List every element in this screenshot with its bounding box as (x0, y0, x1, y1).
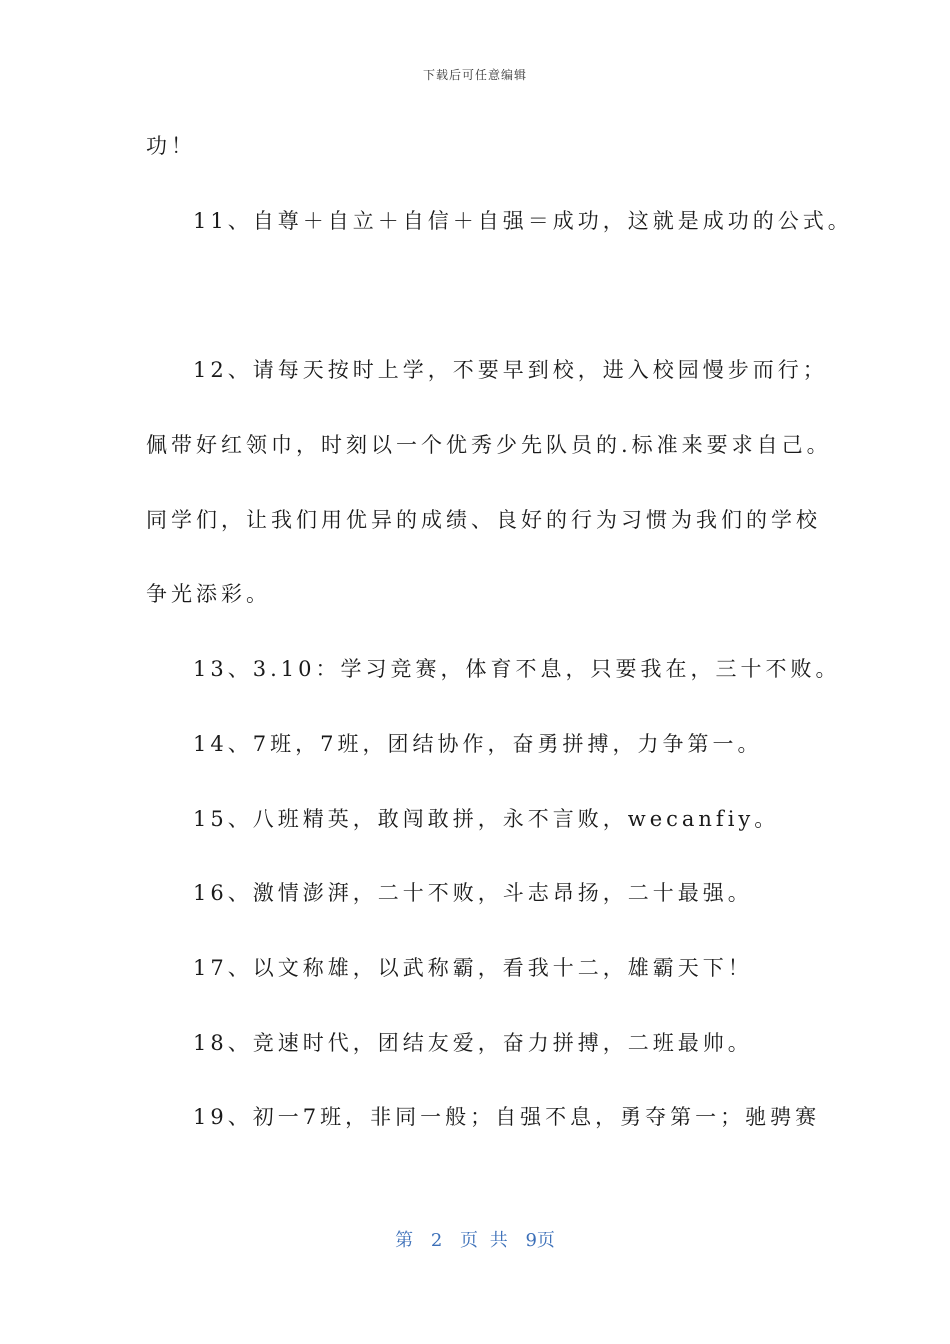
footer-middle: 页 共 (460, 1230, 508, 1251)
text-line: 19、初一7班，非同一般；自强不息，勇夺第一；驰骋赛 (193, 1105, 821, 1129)
footer-prefix: 第 (395, 1230, 414, 1251)
text-line: 14、7班，7班，团结协作，奋勇拼搏，力争第一。 (193, 732, 763, 756)
text-line: 12、请每天按时上学，不要早到校，进入校园慢步而行； (193, 358, 828, 382)
text-line: 功！ (146, 134, 196, 158)
text-line: 16、激情澎湃，二十不败，斗志昂扬，二十最强。 (193, 881, 753, 905)
text-line: 佩带好红领巾，时刻以一个优秀少先队员的.标准来要求自己。 (146, 433, 832, 457)
page-footer (0, 1226, 950, 1252)
text-line: 15、八班精英，敢闯敢拼，永不言败，wecanfiy。 (193, 807, 780, 831)
text-line: 同学们，让我们用优异的成绩、良好的行为习惯为我们的学校 (146, 508, 821, 532)
text-line: 18、竞速时代，团结友爱，奋力拼搏，二班最帅。 (193, 1031, 753, 1055)
page-total: 9页 (525, 1230, 555, 1251)
text-line: 13、3.10：学习竞赛，体育不息，只要我在，三十不败。 (193, 657, 841, 681)
text-line: 11、自尊＋自立＋自信＋自强＝成功，这就是成功的公式。 (193, 209, 853, 233)
text-line: 17、以文称雄，以武称霸，看我十二，雄霸天下！ (193, 956, 753, 980)
page-header: 下载后可任意编辑 (422, 68, 527, 82)
page-number: 2 (430, 1230, 443, 1251)
text-line: 争光添彩。 (146, 582, 271, 606)
